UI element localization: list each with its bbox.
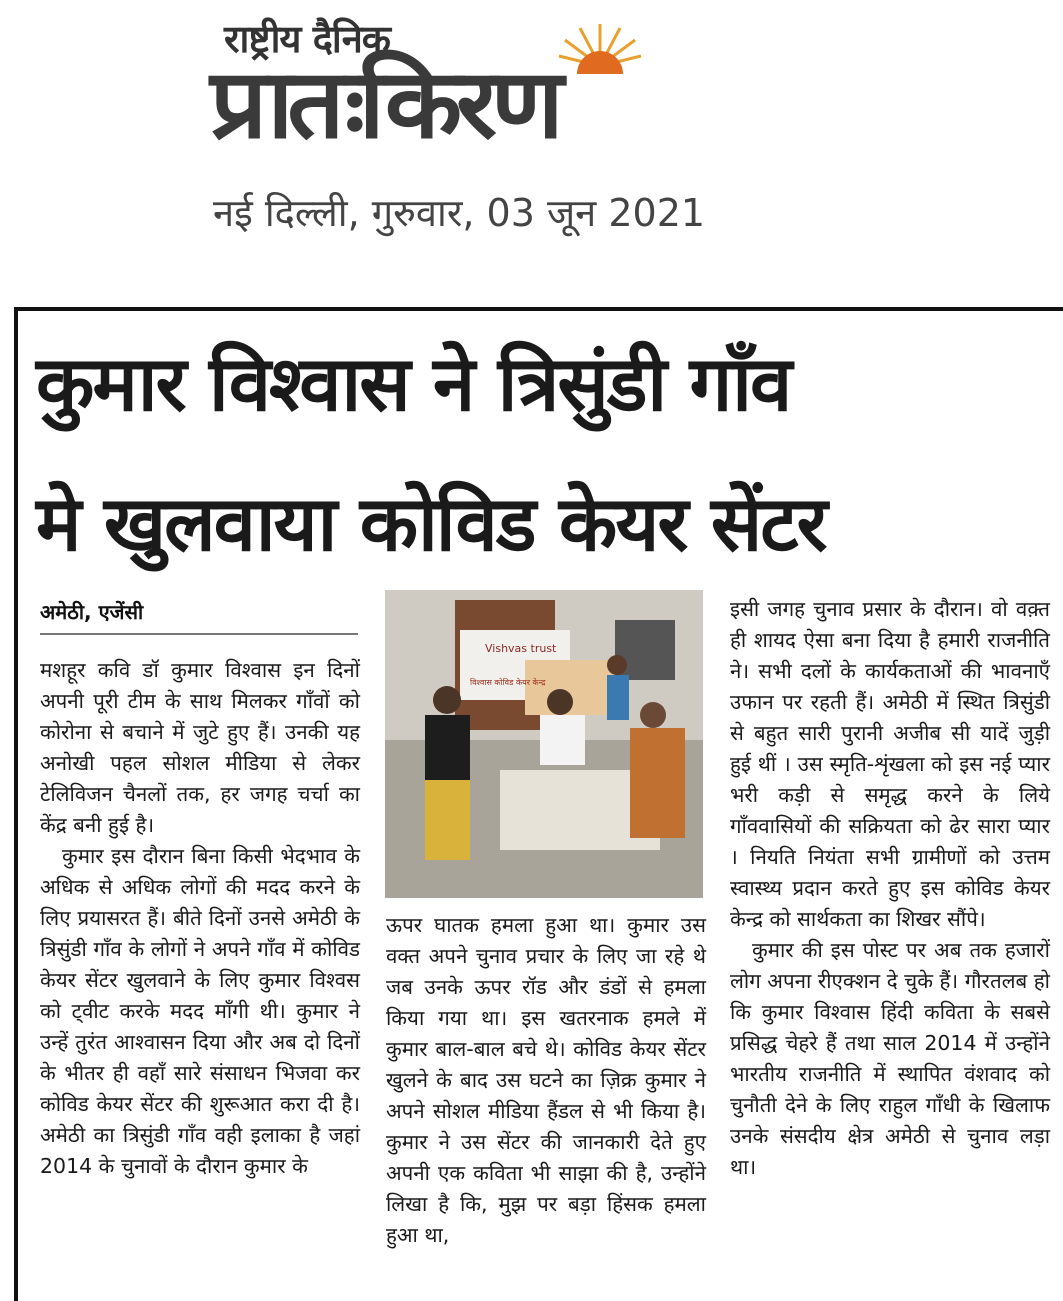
covid-center-photo [385,590,703,898]
article-column-2 [386,910,706,1251]
byline: अमेठी, एजेंसी [40,598,358,635]
article-column-1 [40,655,360,1182]
photo-banner-text: Vishvas trust [485,642,557,655]
article-photo [385,590,703,898]
masthead-dateline: नई दिल्ली, गुरुवार, 03 जून 2021 [213,191,706,235]
headline-line-2: मे खुलवाया कोविड केयर सेंटर [36,479,826,568]
article-column-3 [730,594,1050,1183]
sun-logo-icon [555,18,645,78]
article-paragraph: ऊपर घातक हमला हुआ था। कुमार उस वक्त अपने चुनाव प्रचार के लिए जा रहे थे जब उनके ऊपर रॉड और डंडों से हमला किया गया था। इस खतरनाक हमले में कुमार बाल-बाल बचे थे। कोविड केयर सेंटर खुलने के बाद उस घटने का ज़िक्र कुमार ने अपने सोशल मीडिया हैंडल से भी किया है। कुमार ने उस सेंटर की जानकारी देते हुए अपनी एक कविता भी साझा की है, उन्होंने लिखा है कि, मुझ पर बड़ा हिंसक हमला हुआ था, [386,913,706,1247]
masthead-logo: प्रातःकिरण [210,48,558,160]
article-paragraph: इसी जगह चुनाव प्रसार के दौरान। वो वक़्त ही शायद ऐसा बना दिया है हमारी राजनीति ने। सभी दलों के कार्यकताओं की भावनाएँ उफान पर रहती हैं। अमेठी में स्थित त्रिसुंडी से बहुत सारी पुरानी अजीब सी यादें जुड़ी हुई थीं । उस स्मृति-शृंखला को इस नई प्यार भरी कड़ी से समृद्ध करने के लिये गाँववासियों की सक्रियता को ढेर सारा प्यार । नियति नियंता सभी ग्रामीणों को उत्तम स्वास्थ्य प्रदान करते हुए इस कोविड केयर केन्द्र को सार्थकता का शिखर सौंपे। [730,597,1050,931]
headline-line-1: कुमार विश्वास ने त्रिसुंडी गाँव [36,339,791,428]
article-paragraph: मशहूर कवि डॉ कुमार विश्वास इन दिनों अपनी पूरी टीम के साथ मिलकर गाँवों को कोरोना से बचाने में जुटे हुए हैं। उनकी यह अनोखी पहल सोशल मीडिया से लेकर टेलिविजन चैनलों तक, हर जगह चर्चा का केंद्र बनी हुई है। [40,658,360,837]
masthead-tagline: राष्ट्रीय दैनिक [224,17,390,61]
article-paragraph: कुमार इस दौरान बिना किसी भेदभाव के अधिक से अधिक लोगों की मदद करने के लिए प्रयासरत हैं। बीते दिनों उनसे अमेठी के त्रिसुंडी गाँव के लोगों ने अपने गाँव में कोविड केयर सेंटर खुलवाने के लिए कुमार विश्वस को ट्वीट करके मदद माँगी थी। कुमार ने उन्हें तुरंत आश्वासन दिया और अब दो दिनों के भीतर ही वहाँ सारे संसाधन भिजवा कर कोविड केयर सेंटर की शुरूआत करा दी है। अमेठी का त्रिसुंडी गाँव वही इलाका है जहां 2014 के चुनावों के दौरान कुमार के [40,844,360,1178]
masthead [0,0,1063,290]
photo-banner-sub: विश्वास कोविड केयर केन्द्र [470,678,546,687]
article-paragraph: कुमार की इस पोस्ट पर अब तक हजारों लोग अपना रीएक्शन दे चुके हैं। गौरतलब हो कि कुमार विश्वास हिंदी कविता के सबसे प्रसिद्ध चेहरे हैं तथा साल 2014 में उन्होंने भारतीय राजनीति में स्थापित वंशवाद को चुनौती देने के लिए राहुल गाँधी के खिलाफ उनके संसदीय क्षेत्र अमेठी से चुनाव लड़ा था। [730,938,1050,1179]
